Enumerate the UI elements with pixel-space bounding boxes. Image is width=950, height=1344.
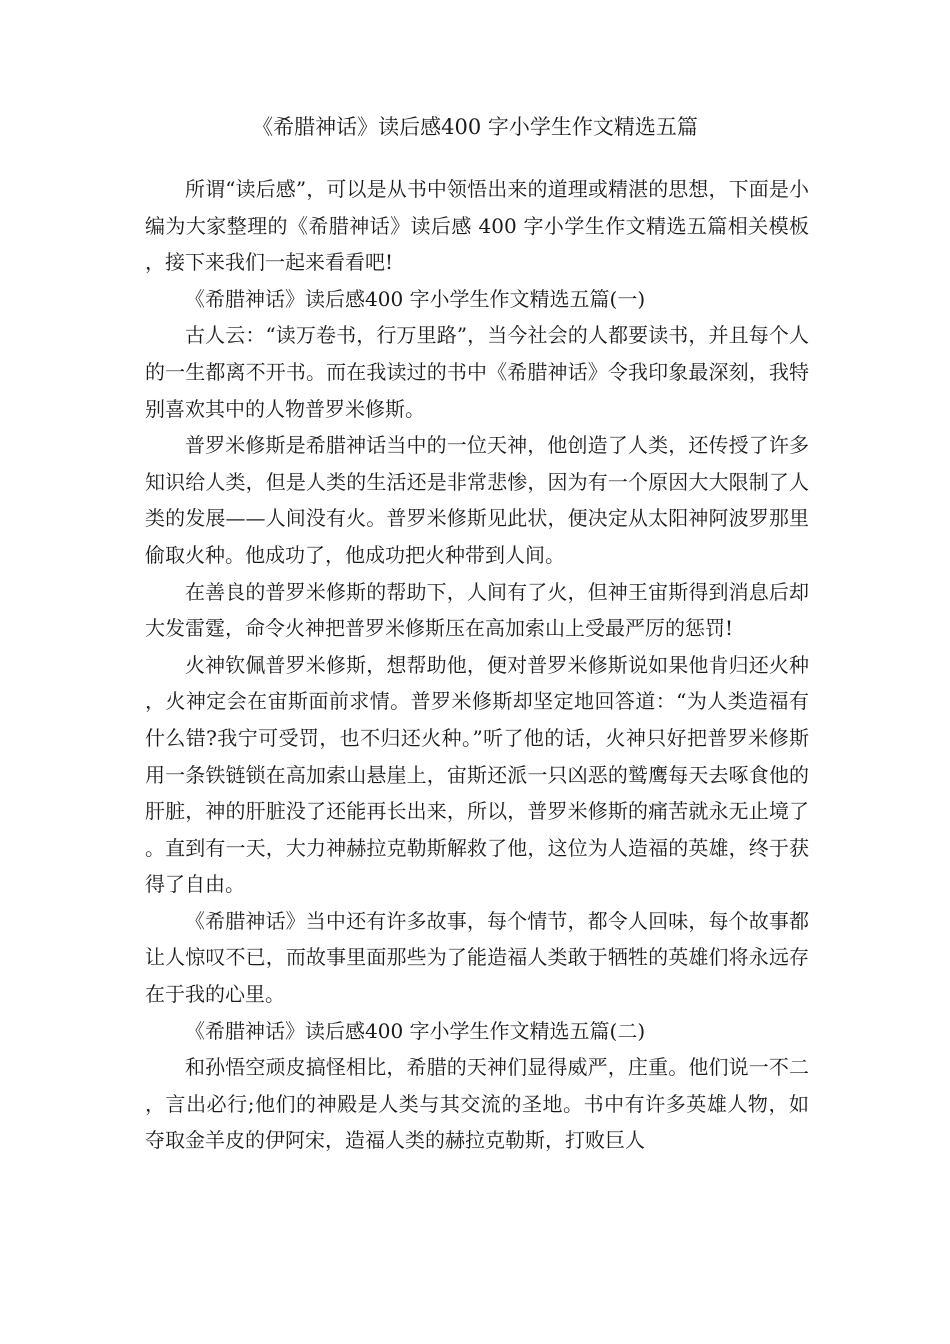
body-paragraph: 古人云：“读万卷书，行万里路”，当今社会的人都要读书，并且每个人的一生都离不开书。而在我读过的书中《希腊神话》令我印象最深刻，我特别喜欢其中的人物普罗米修斯。: [145, 323, 809, 421]
section-heading-1: 《希腊神话》读后感400 字小学生作文精选五篇(一): [185, 286, 646, 311]
document-title: 《希腊神话》读后感400 字小学生作文精选五篇: [252, 115, 698, 139]
body-paragraph: 普罗米修斯是希腊神话当中的一位天神，他创造了人类，还传授了许多知识给人类，但是人类的生活还是非常悲惨，因为有一个原因大大限制了人类的发展——人间没有火。普罗米修斯见此状，便决定从太阳神阿波罗那里偷取火种。他成功了，他成功把火种带到人间。: [145, 433, 809, 567]
document-body: [145, 171, 809, 1159]
body-paragraph: 在善良的普罗米修斯的帮助下，人间有了火，但神王宙斯得到消息后却大发雷霆，命令火神把普罗米修斯压在高加索山上受最严厉的惩罚!: [145, 579, 809, 641]
body-paragraph: 火神钦佩普罗米修斯，想帮助他，便对普罗米修斯说如果他肯归还火种，火神定会在宙斯面前求情。普罗米修斯却坚定地回答道：“为人类造福有什么错?我宁可受罚，也不归还火种。”听了他的话，火神只好把普罗米修斯用一条铁链锁在高加索山悬崖上，宙斯还派一只凶恶的鹫鹰每天去啄食他的肝脏，神的肝脏没了还能再长出来，所以，普罗米修斯的痛苦就永无止境了。直到有一天，大力神赫拉克勒斯解救了他，这位为人造福的英雄，终于获得了自由。: [145, 652, 809, 897]
intro-paragraph: 所谓“读后感”，可以是从书中领悟出来的道理或精湛的思想，下面是小编为大家整理的《希腊神话》读后感 400 字小学生作文精选五篇相关模板，接下来我们一起来看看吧!: [145, 177, 809, 275]
body-paragraph: 《希腊神话》当中还有许多故事，每个情节，都令人回味，每个故事都让人惊叹不已，而故事里面那些为了能造福人类敢于牺牲的英雄们将永远存在于我的心里。: [145, 908, 809, 1007]
body-paragraph: 和孙悟空顽皮搞怪相比，希腊的天神们显得威严，庄重。他们说一不二，言出必行;他们的神殿是人类与其交流的圣地。书中有许多英雄人物，如夺取金羊皮的伊阿宋，造福人类的赫拉克勒斯，打败巨人: [145, 1055, 809, 1153]
section-heading-2: 《希腊神话》读后感400 字小学生作文精选五篇(二): [185, 1018, 646, 1043]
